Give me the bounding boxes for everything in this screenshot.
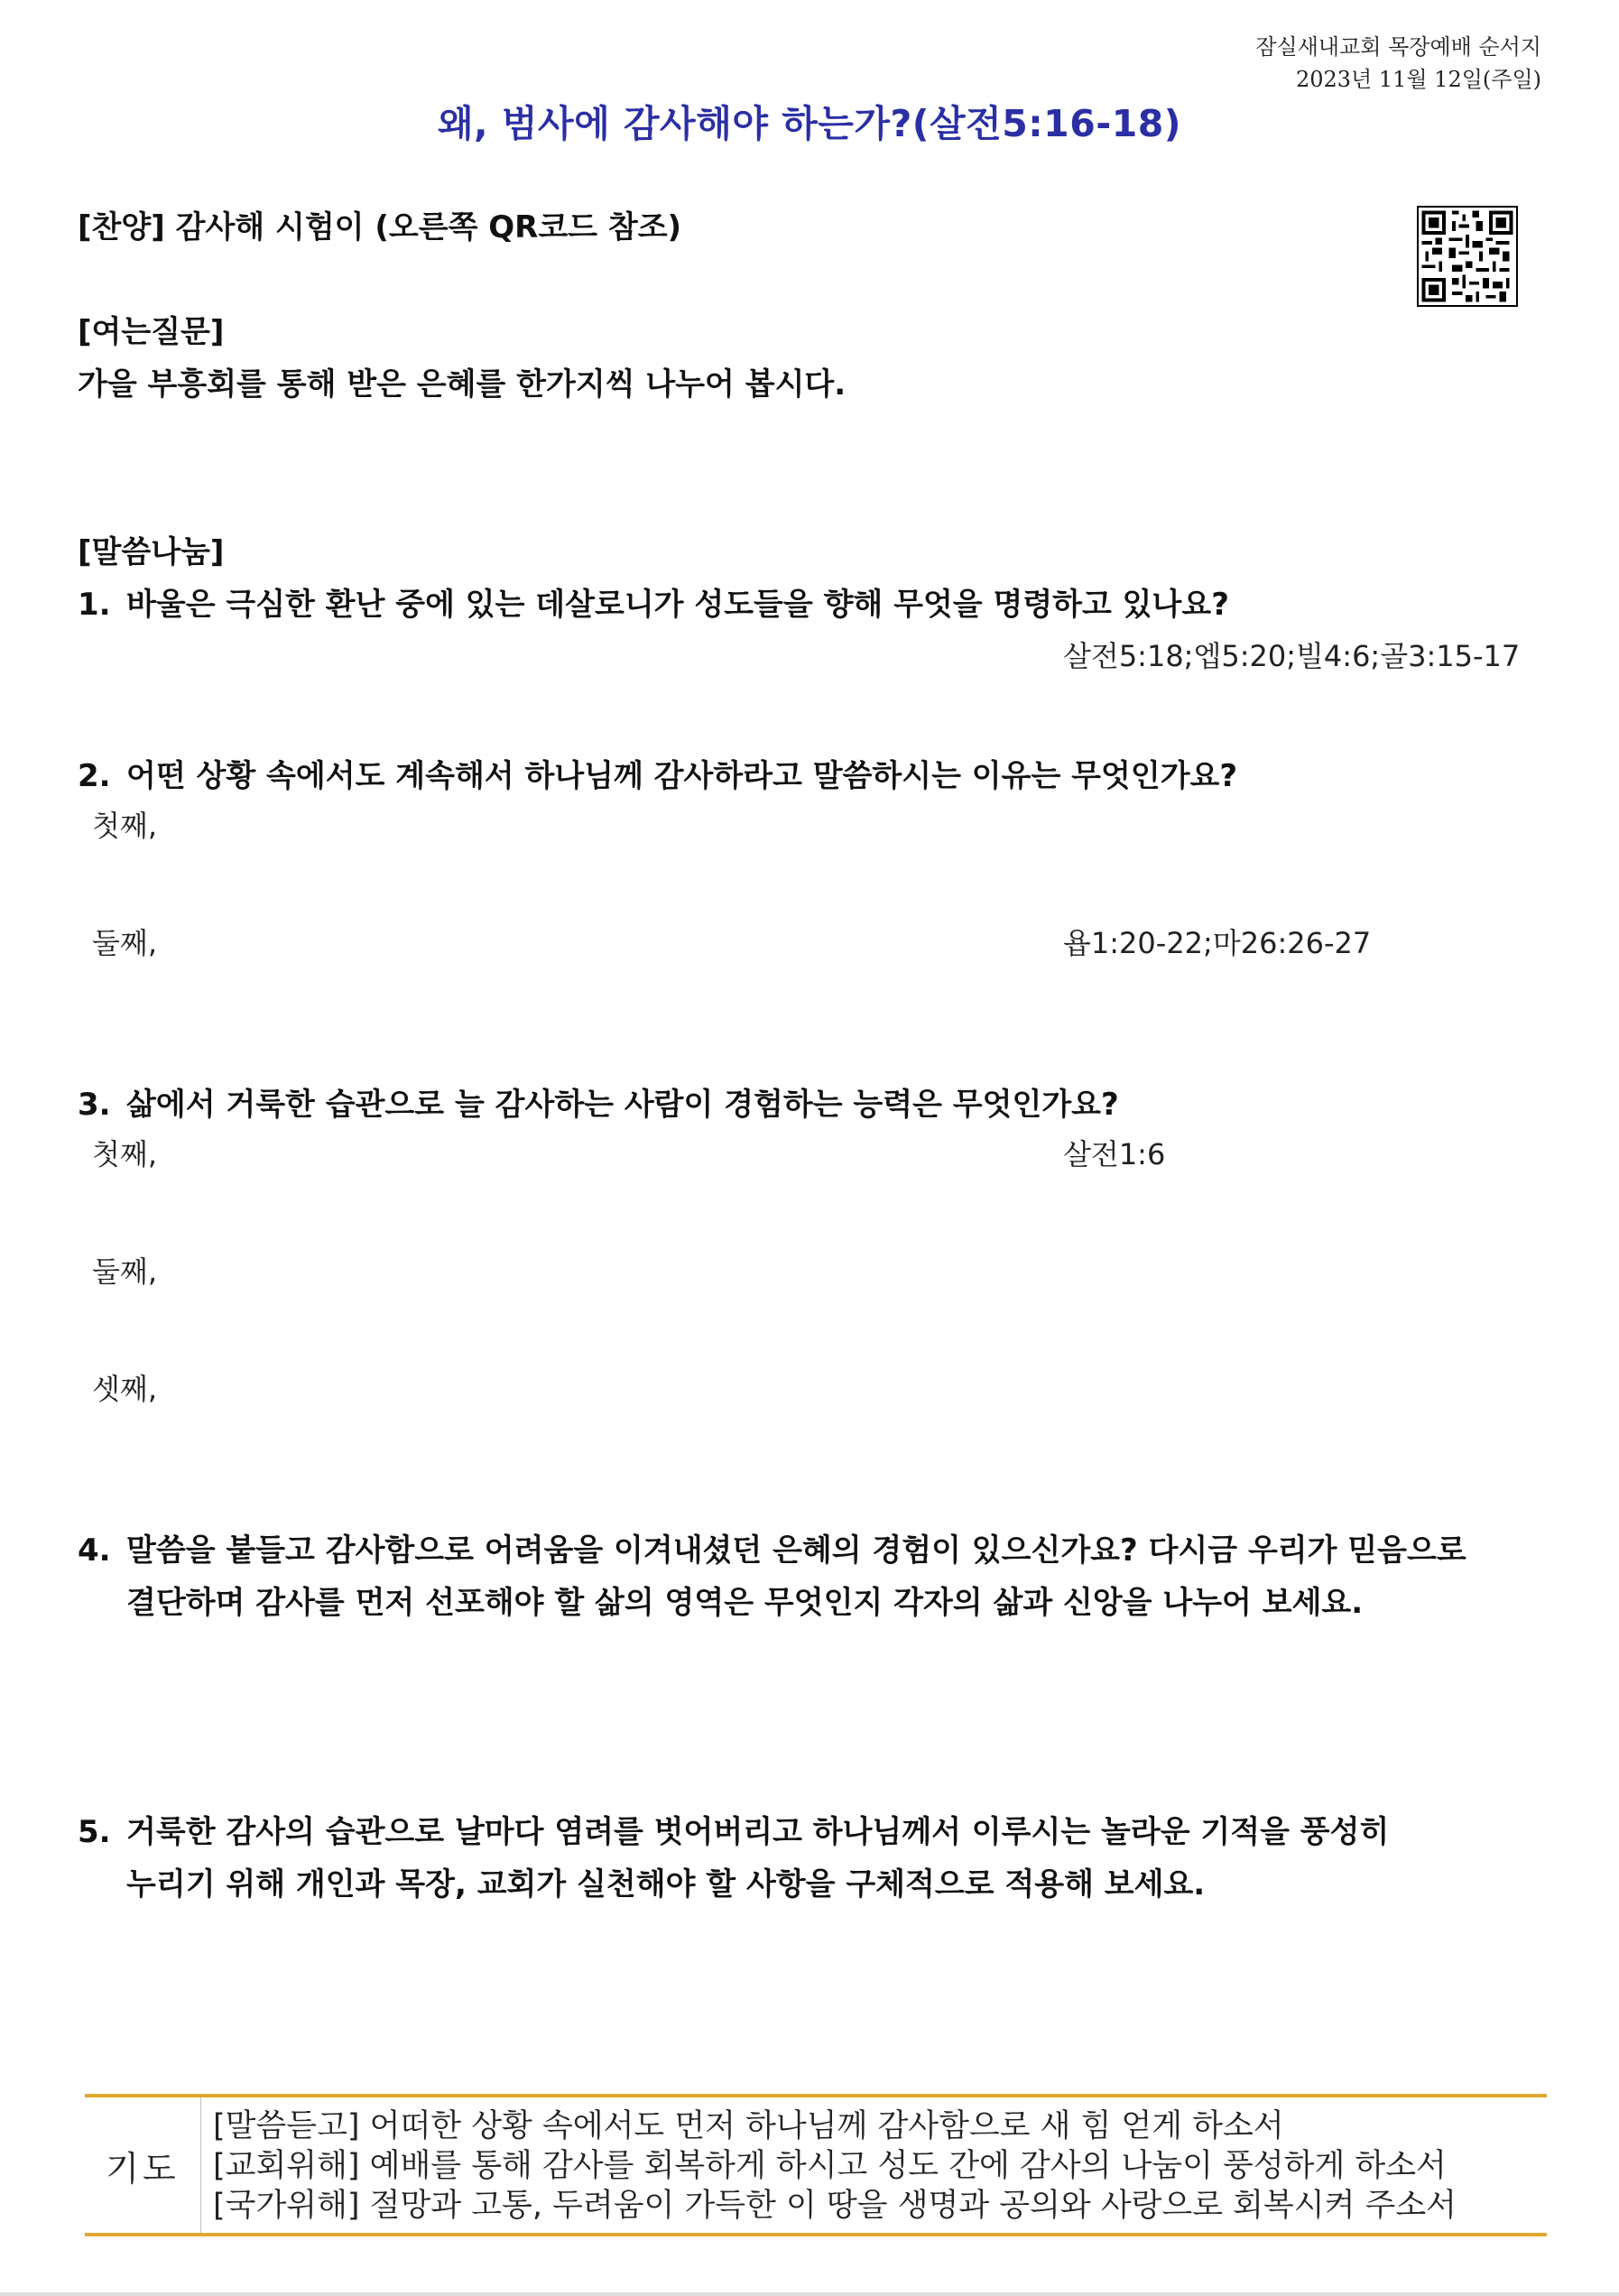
prayer-items [213,2106,1457,2226]
question-number: 3. [78,1087,111,1123]
scripture-reference: 욥1:20-22;마26:26-27 [1063,926,1372,960]
question-text: 말씀을 붙들고 감사함으로 어려움을 이겨내셨던 은혜의 경험이 있으신가요? 다시금 우리가 믿음으로 [126,1532,1466,1569]
qr-code-icon[interactable] [1417,206,1518,307]
question-1 [78,579,1229,624]
word-sharing-heading: [말씀나눔] [78,534,225,570]
answer-first: 첫째, [92,1137,157,1171]
prayer-label: 기도 [85,2097,201,2233]
answer-second: 둘째, [92,1254,157,1289]
question-text: 거룩한 감사의 습관으로 날마다 염려를 벗어버리고 하나님께서 이루시는 놀라운 기적을 풍성히 [126,1814,1390,1850]
question-2 [78,751,1237,795]
question-text: 어떤 상황 속에서도 계속해서 하나님께 감사하라고 말씀하시는 이유는 무엇인가요? [126,758,1238,794]
prayer-item-church: [교회위해] 예배를 통해 감사를 회복하게 하시고 성도 간에 감사의 나눔이 풍성하게 하소서 [213,2148,1447,2184]
question-text: 삶에서 거룩한 습관으로 늘 감사하는 사람이 경험하는 능력은 무엇인가요? [126,1087,1119,1123]
opening-question: 가을 부흥회를 통해 받은 은혜를 한가지씩 나누어 봅시다. [78,366,847,403]
question-4 [78,1525,1466,1569]
question-number: 5. [78,1814,111,1850]
question-text-continued: 결단하며 감사를 먼저 선포해야 할 삶의 영역은 무엇인지 각자의 삶과 신앙을 나누어 보세요. [126,1585,1364,1621]
hymn-line: [찬양] 감사해 시험이 (오른쪽 QR코드 참조) [78,209,682,245]
question-number: 1. [78,587,111,623]
scripture-reference: 살전5:18;엡5:20;빌4:6;골3:15-17 [1063,639,1521,673]
prayer-item-word: [말씀듣고] 어떠한 상황 속에서도 먼저 하나님께 감사함으로 새 힘 얻게 하소서 [213,2108,1284,2144]
answer-second: 둘째, [92,926,157,960]
page-title: 왜, 범사에 감사해야 하는가?(살전5:16-18) [437,102,1182,145]
prayer-box [85,2094,1547,2236]
question-text-continued: 누리기 위해 개인과 목장, 교회가 실천해야 할 사항을 구체적으로 적용해 보세요. [126,1866,1206,1903]
service-date: 2023년 11월 12일(주일) [1295,67,1541,92]
church-name: 잠실새내교회 목장예배 순서지 [1255,34,1541,60]
opening-heading: [여는질문] [78,314,225,350]
page-bottom-rule [0,2292,1619,2296]
question-number: 2. [78,758,111,794]
prayer-item-nation: [국가위해] 절망과 고통, 두려움이 가득한 이 땅을 생명과 공의와 사랑으로 회복시켜 주소서 [213,2188,1457,2224]
question-5 [78,1807,1389,1851]
question-text: 바울은 극심한 환난 중에 있는 데살로니가 성도들을 향해 무엇을 명령하고 있나요? [126,587,1229,623]
question-3 [78,1079,1119,1124]
scripture-reference: 살전1:6 [1063,1137,1166,1171]
question-number: 4. [78,1532,111,1569]
answer-first: 첫째, [92,809,157,843]
answer-third: 셋째, [92,1372,157,1406]
